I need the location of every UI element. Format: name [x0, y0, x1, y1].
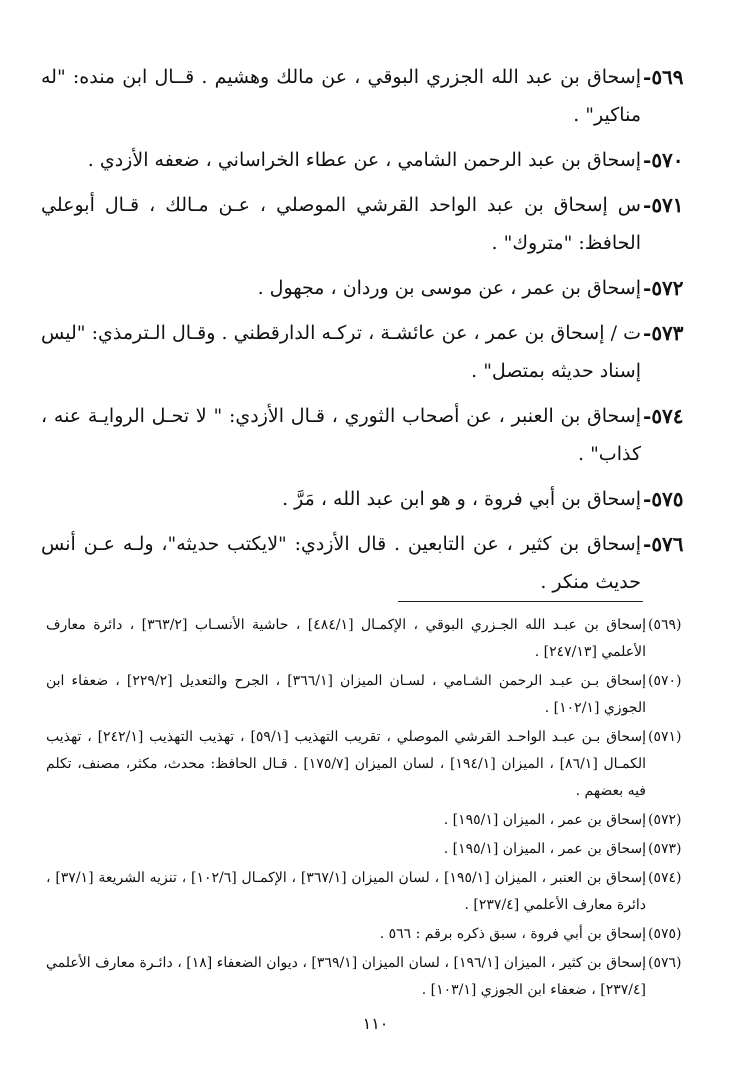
footnote	[46, 950, 682, 1004]
footnote-number: (٥٧٤)	[648, 870, 682, 886]
entry-number: ٥٧٥-	[643, 487, 684, 511]
entry	[41, 480, 684, 518]
entry-text: إسحاق بن العنبر ، عن أصحاب الثوري ، قـال الأزدي: " لا تحـل الروايـة عنه ، كذاب" .	[41, 405, 641, 465]
entry-number: ٥٧١-	[643, 193, 684, 217]
entry-text: إسحاق بن أبي فروة ، و هو ابن عبد الله ، مَرَّ .	[282, 488, 641, 510]
footnote-text: إسحاق بـن عبـد الرحمن الشـامي ، لسـان الميزان [٣٦٦/١] ، الجرح والتعديل [٢٢٩/٢] ، ضعفاء ابن الجوزي [١٠٢/١] .	[46, 673, 646, 716]
footnotes-list	[46, 612, 682, 1006]
footnote-number: (٥٦٩)	[648, 617, 682, 633]
footnote	[46, 921, 682, 948]
footnote	[46, 724, 682, 805]
footnote-number: (٥٧٣)	[648, 841, 682, 857]
entry	[41, 397, 684, 473]
entry-number: ٥٧٦-	[643, 532, 684, 556]
entry-text: ت / إسحاق بن عمر ، عن عائشـة ، تركـه الدارقطني . وقـال الـترمذي: "ليس إسناد حديثه بمتصل" .	[41, 322, 641, 382]
footnote-text: إسحاق بن عبـد الله الجـزري البوقي ، الإكمـال [٤٨٤/١] ، حاشية الأنسـاب [٣٦٣/٢] ، دائرة معارف الأعلمي [٢٤٧/١٣] .	[46, 617, 647, 660]
footnote	[46, 807, 682, 834]
entry-number: ٥٧٢-	[643, 276, 684, 300]
footnote-number: (٥٧٦)	[648, 955, 682, 971]
footnote-number: (٥٧١)	[648, 729, 682, 745]
entry	[41, 525, 684, 601]
footnote-number: (٥٧٥)	[648, 926, 682, 942]
entry-text: إسحاق بن عبد الرحمن الشامي ، عن عطاء الخراساني ، ضعفه الأزدي .	[87, 149, 641, 171]
entry-text: س إسحاق بن عبد الواحد القرشي الموصلي ، عـن مـالك ، قـال أبوعلي الحافظ: "متروك" .	[41, 194, 641, 254]
entry-number: ٥٧٠-	[643, 148, 684, 172]
entry-number: ٥٧٣-	[643, 321, 684, 345]
footnote-text: إسحاق بن العنبر ، الميزان [١٩٥/١] ، لسان الميزان [٣٦٧/١] ، الإكمـال [١٠٢/٦] ، تنزيه الشريعة [٣٧/١] ، دائرة معارف الأعلمي [٢٣٧/٤] .	[46, 870, 646, 913]
footnote-number: (٥٧٠)	[648, 673, 682, 689]
entry	[41, 186, 684, 262]
entry-number: ٥٦٩-	[643, 65, 684, 89]
entries-list	[41, 58, 684, 608]
footnote	[46, 612, 682, 666]
footnote-number: (٥٧٢)	[648, 812, 682, 828]
footnote-text: إسحاق بـن عبـد الواحـد القرشي الموصلي ، تقريب التهذيب [٥٩/١] ، تهذيب التهذيب [٢٤٢/١] ، تهذيب الكمـال [٨٦/١] ، الميزان [١٩٤/١] ، لسان الميزان [١٧٥/٧] . قـال الحافظ: محدث، مكثر، مصنف، تكلم فيه بعضهم .	[46, 729, 646, 799]
footnote-divider	[398, 601, 643, 602]
footnote-text: إسحاق بن عمر ، الميزان [١٩٥/١] .	[443, 812, 646, 828]
footnote-text: إسحاق بن أبي فروة ، سبق ذكره برقم : ٥٦٦ .	[379, 926, 646, 942]
entry	[41, 269, 684, 307]
footnote	[46, 836, 682, 863]
footnote-text: إسحاق بن كثير ، الميزان [١٩٦/١] ، لسان الميزان [٣٦٩/١] ، ديوان الضعفاء [١٨] ، دائـرة معارف الأعلمي [٢٣٧/٤] ، ضعفاء ابن الجوزي [١٠٣/١] .	[46, 955, 647, 998]
page-number: ١١٠	[362, 1014, 389, 1033]
entry-text: إسحاق بن عمر ، عن موسى بن وردان ، مجهول .	[257, 277, 641, 299]
entry-text: إسحاق بن عبد الله الجزري البوقي ، عن مالك وهشيم . قــال ابن منده: "له مناكير" .	[41, 66, 641, 126]
footnote-text: إسحاق بن عمر ، الميزان [١٩٥/١] .	[443, 841, 646, 857]
entry-number: ٥٧٤-	[643, 404, 684, 428]
entry-text: إسحاق بن كثير ، عن التابعين . قال الأزدي: "لايكتب حديثه"، ولـه عـن أنس حديث منكر .	[41, 533, 641, 593]
entry	[41, 58, 684, 134]
footnote	[46, 865, 682, 919]
entry	[41, 141, 684, 179]
entry	[41, 314, 684, 390]
footnote	[46, 668, 682, 722]
